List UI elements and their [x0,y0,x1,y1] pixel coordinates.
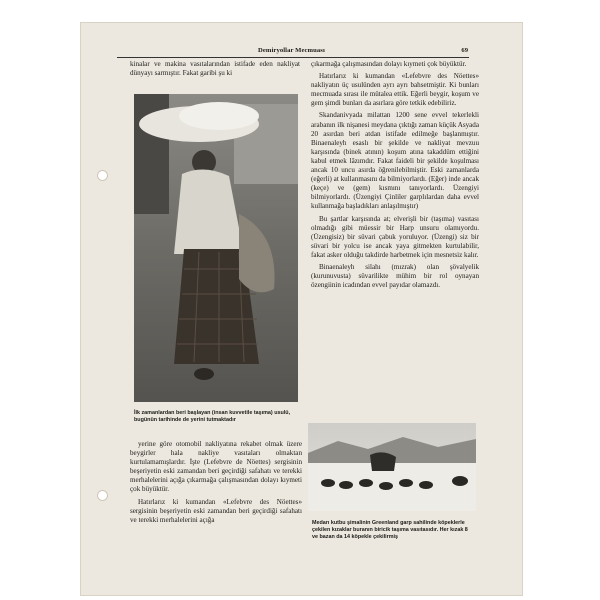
left-top-text: kinalar ve makina vasıtalarından istifade eden nakliyat dünyayı sarmıştır. Fakat garibi şu ki [130,60,300,78]
page-number: 69 [461,47,468,54]
header-rule [117,57,469,58]
page-header [118,47,468,57]
left-bottom-text: yerine göre otomobil nakliyatına rekabet olmak üzere beygirler hala nakliye vasıtaları olmaktan kurtulamamışlardır. İşte (Lefebvre de Nöettes) sergisinin beşeriyetin eski zamandan beri geçirdiği safahatı ve terekki merhalelerini açığa çıkarmağa çalışmasından dolayı kıymeti çok büyüktür. Hatırlarız ki kumandan «Lefebvre des Nöettes» sergisinin beşeriyetin eski zamandan beri geçirdiği safahatı ve terekki merhalelerini açığa [130,440,302,524]
woman-carrying-sack-photo [134,94,298,402]
sled-dogs-photo [308,423,476,511]
right-column-text: çıkarmağa çalışmasından dolayı kıymeti çok büyüktür. Hatırlarız ki kumandan «Lefebvre des Nöettes» nakliyatın üç usulünden ayrı ayrı bahsetmiştir. Ki bunları mecmuada sırası ile mütalea ettik. Eğerli beygir, koşum ve gem şimdi bunları da asırlara göre tetkik edebiliriz. Skandanivyada milattan 1200 sene evvel tekerlekli arabanın ilk nişanesi meydana çıktığı zaman küçük Asyada 20 asırdan beri atdan istifade edilmeğe başlanmıştır. Binaenaleyh esaslı bir şekilde ve nakliyat mevzuu karşısında (binek atının) koşum atına takaddüm ettiğini kabul etmek lâzımdır. Fakat faideli bir şekilde koşulması ancak 10 uncu asırda öğrenilebilmiştir. Eski zamanlarda (eğerli) at kullanmasını da bilmiyorlardı. (Eğer) inde ancak (keçe) ve (gem) kısmını tanıyorlardı. Üzengiyi bilmiyorlardı. (Üzengiyi Çinliler garplılardan daha evvel kullanmağa başladıkları anlaşılmıştır) Bu şartlar karşısında at; elverişli bir (taşıma) vasıtası olmadığı gibi müessir bir Harp unsuru olamıyordu. (Üzengisiz) bir süvari çabuk yoruluyor. (Üzengi) siz bir süvari bir yolcu ise ancak yaya gitmekten kurtulabilir, fakat asker olduğu takdirde harbetmek için mesnetsiz kalır. Binaenaleyh silahı (mızrak) olan şövalyelik (kurunuvusta) süvarilikte mühim bir rol oynayan özengiinin icadından evvel payıdar olamazdı. [311,60,479,290]
woman-photo-caption: İlk zamanlardan beri başlayan (insan kuvvetile taşıma) usulü, bugünün tarihinde de yerini tutmaktadır [134,410,291,423]
sled-photo-caption: Medarı kutbu şimalinin Greenland garp sahilinde köpeklerle çekilen kızaklar buranın biricik taşıma vasıtasıdır. Her kızak 8 ve bazan da 14 köpekle çekilirmiş [312,520,468,540]
punch-hole [97,170,108,181]
punch-hole [97,490,108,501]
magazine-title: Demiryollar Mecmuası [258,47,325,54]
